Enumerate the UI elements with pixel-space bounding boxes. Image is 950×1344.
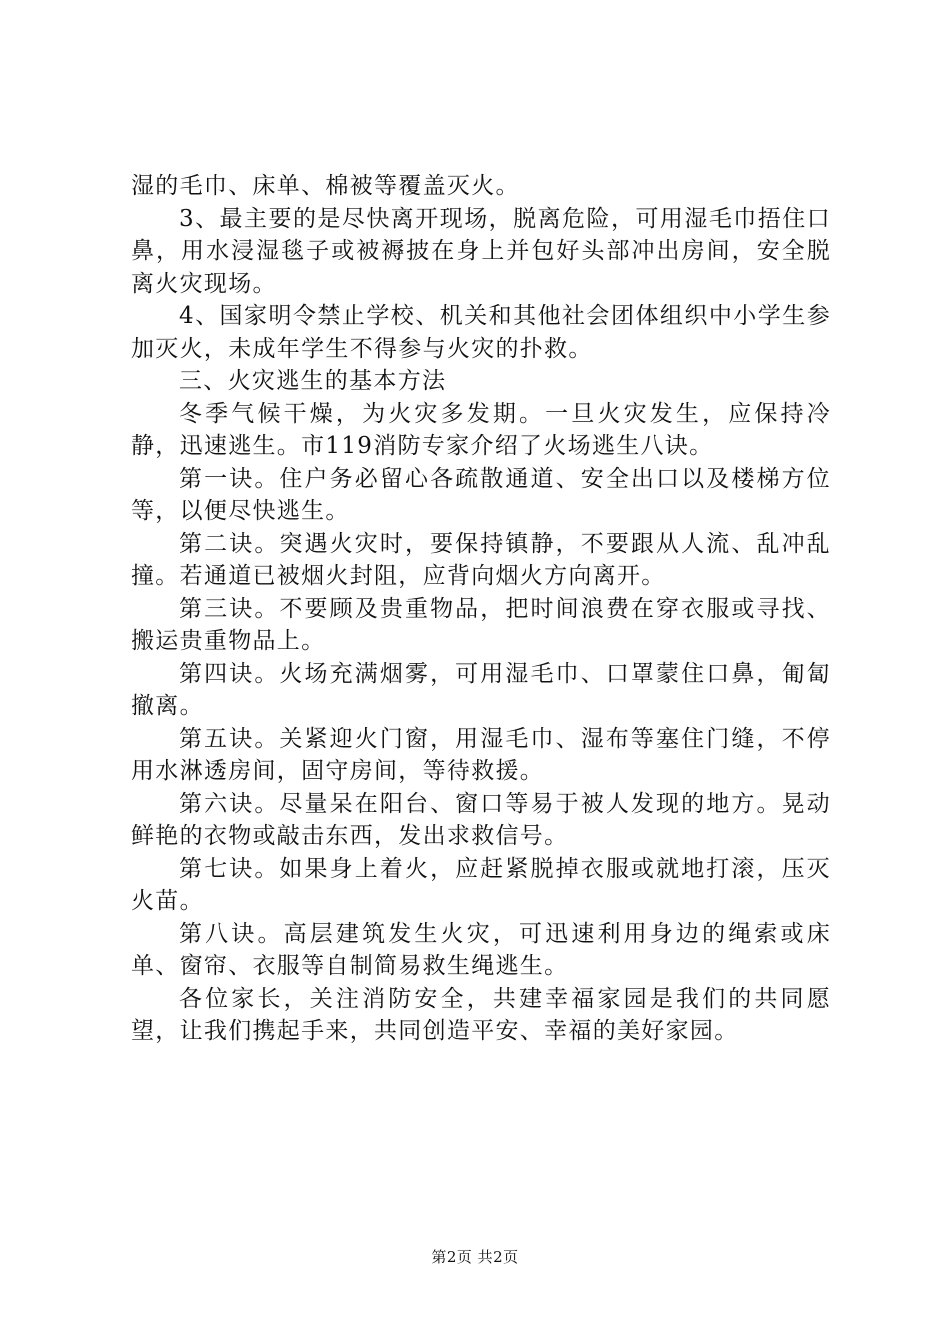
section-heading: 三、火灾逃生的基本方法	[179, 368, 447, 394]
paragraph: 各位家长，关注消防安全，共建幸福家园是我们的共同愿望，让我们携起手来，共同创造平安、幸福的美好家园。	[131, 985, 831, 1044]
page-number-footer: 第2页 共2页	[431, 1248, 519, 1266]
paragraph: 3、最主要的是尽快离开现场，脱离危险，可用湿毛巾捂住口鼻，用水浸湿毯子或被褥披在身上并包好头部冲出房间，安全脱离火灾现场。	[131, 205, 831, 297]
paragraph: 冬季气候干燥，为火灾多发期。一旦火灾发生，应保持冷静，迅速逃生。市119消防专家介绍了火场逃生八诀。	[131, 400, 831, 459]
paragraph: 4、国家明令禁止学校、机关和其他社会团体组织中小学生参加灭火，未成年学生不得参与火灾的扑救。	[131, 303, 831, 362]
paragraph: 第八诀。高层建筑发生火灾，可迅速利用身边的绳索或床单、窗帘、衣服等自制简易救生绳逃生。	[131, 920, 831, 979]
paragraph: 第七诀。如果身上着火，应赶紧脱掉衣服或就地打滚，压灭火苗。	[131, 855, 831, 914]
paragraph: 第六诀。尽量呆在阳台、窗口等易于被人发现的地方。晃动鲜艳的衣物或敲击东西，发出求救信号。	[131, 790, 831, 849]
document-body	[131, 170, 831, 1048]
paragraph: 第一诀。住户务必留心各疏散通道、安全出口以及楼梯方位等，以便尽快逃生。	[131, 465, 831, 524]
paragraph: 第三诀。不要顾及贵重物品，把时间浪费在穿衣服或寻找、搬运贵重物品上。	[131, 595, 831, 654]
paragraph: 湿的毛巾、床单、棉被等覆盖灭火。	[131, 173, 520, 199]
paragraph: 第四诀。火场充满烟雾，可用湿毛巾、口罩蒙住口鼻，匍匐撤离。	[131, 660, 831, 719]
paragraph: 第五诀。关紧迎火门窗，用湿毛巾、湿布等塞住门缝，不停用水淋透房间，固守房间，等待救援。	[131, 725, 831, 784]
paragraph: 第二诀。突遇火灾时，要保持镇静，不要跟从人流、乱冲乱撞。若通道已被烟火封阻，应背向烟火方向离开。	[131, 530, 831, 589]
